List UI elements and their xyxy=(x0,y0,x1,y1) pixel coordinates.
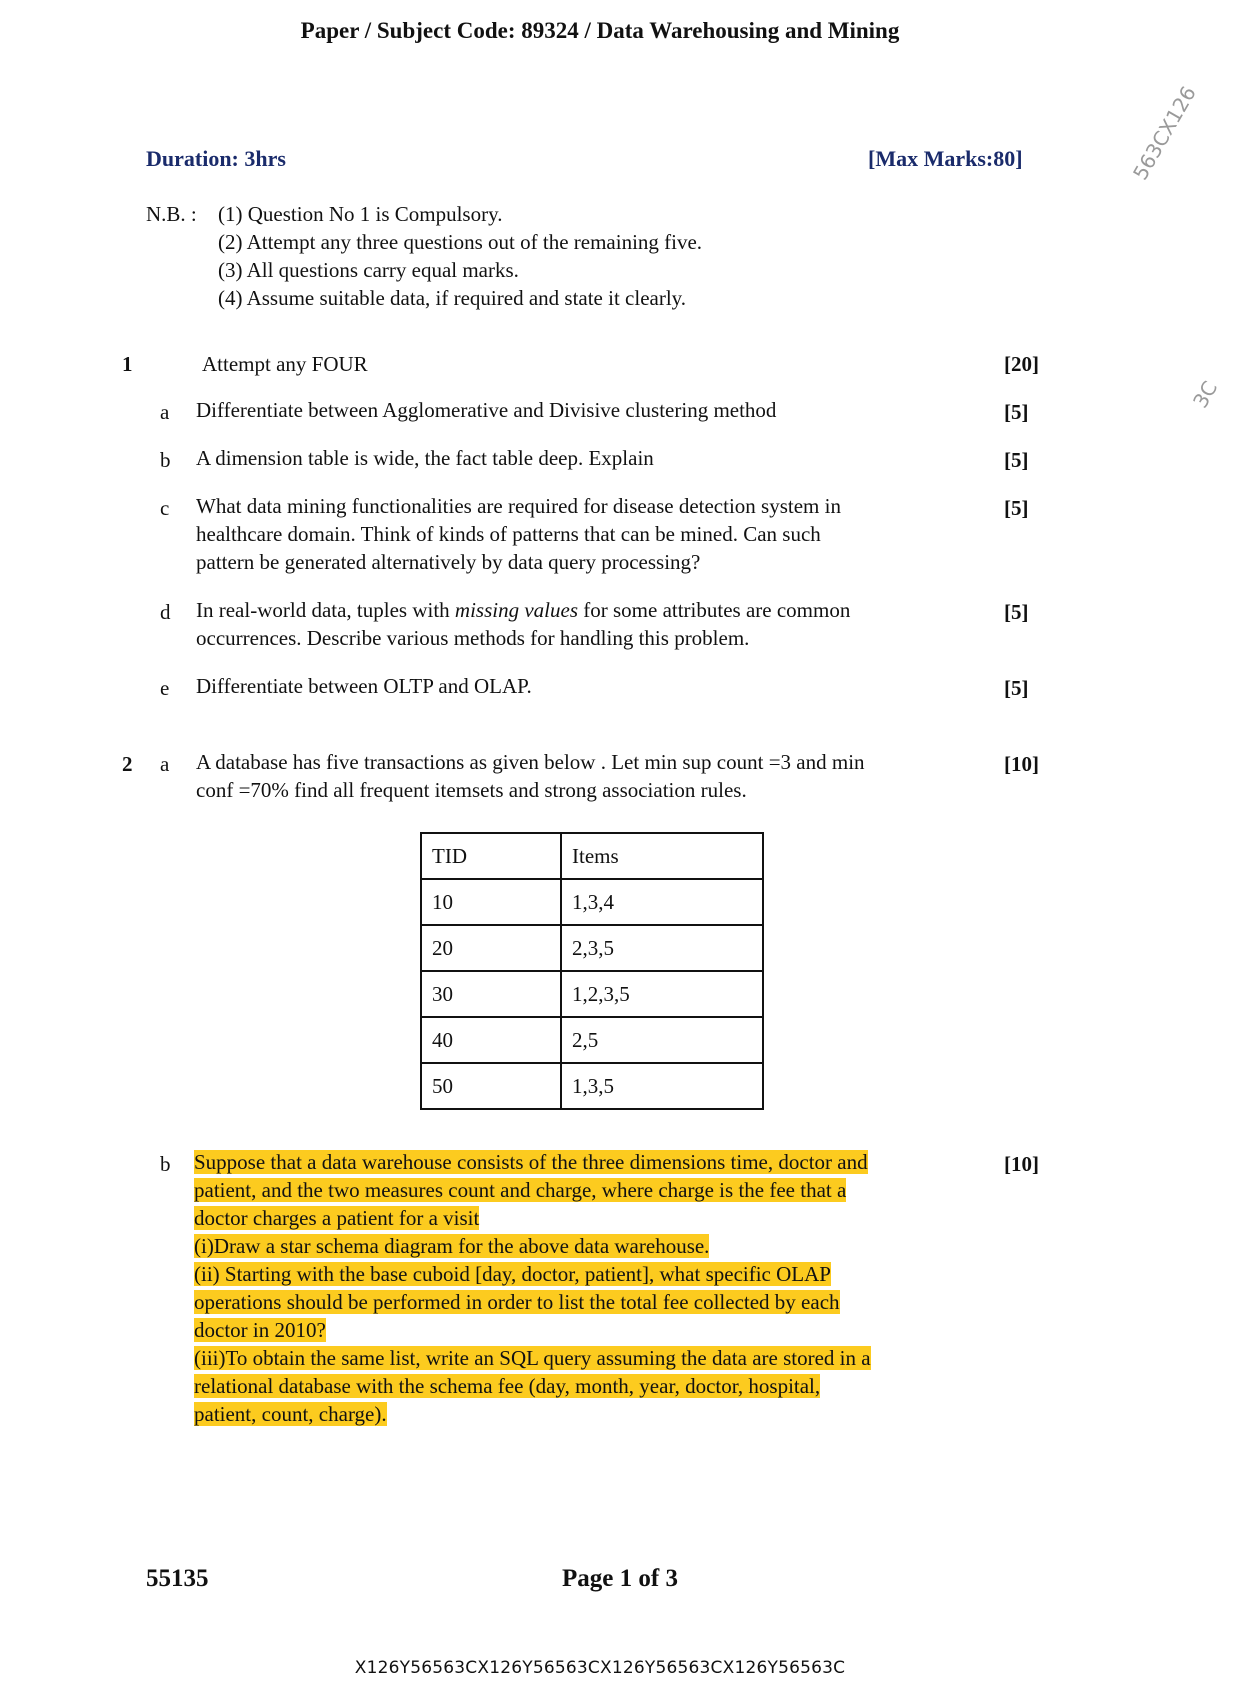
table-row xyxy=(421,1017,763,1063)
transactions-table xyxy=(420,832,764,1110)
question-1d-line-2: occurrences. Describe various methods for handling this problem. xyxy=(196,626,750,650)
question-2a-line-2: conf =70% find all frequent itemsets and strong association rules. xyxy=(196,778,747,802)
question-2b-line-8: (iii)To obtain the same list, write an SQL query assuming the data are stored in a xyxy=(194,1346,871,1370)
page-number: Page 1 of 3 xyxy=(562,1565,678,1592)
table-header-row xyxy=(421,833,763,879)
question-2a-text xyxy=(196,748,865,804)
paper-title: Paper / Subject Code: 89324 / Data Warehousing and Mining xyxy=(300,18,900,43)
question-2b-line-5: (ii) Starting with the base cuboid [day, doctor, patient], what specific OLAP xyxy=(194,1262,831,1286)
table-cell-tid: 20 xyxy=(421,925,561,971)
nb-instruction-1: (1) Question No 1 is Compulsory. xyxy=(218,202,503,226)
table-cell-tid: 10 xyxy=(421,879,561,925)
question-1c-line-2: healthcare domain. Think of kinds of patterns that can be mined. Can such xyxy=(196,522,821,546)
question-1d-pre: In real-world data, tuples with xyxy=(196,598,455,622)
question-1c-letter: c xyxy=(160,496,170,520)
table-cell-items: 1,2,3,5 xyxy=(561,971,763,1017)
question-1e-text: Differentiate between OLTP and OLAP. xyxy=(196,674,532,698)
table-row xyxy=(421,879,763,925)
paper-code: 55135 xyxy=(146,1565,209,1592)
question-2b-line-1: Suppose that a data warehouse consists of the three dimensions time, doctor and xyxy=(194,1150,868,1174)
table-cell-items: 2,3,5 xyxy=(561,925,763,971)
table-cell-tid: 30 xyxy=(421,971,561,1017)
question-2a-marks: [10] xyxy=(1004,752,1039,776)
question-2b-line-10: patient, count, charge). xyxy=(194,1402,387,1426)
question-1b-text: A dimension table is wide, the fact table deep. Explain xyxy=(196,446,654,470)
nb-instruction-3: (3) All questions carry equal marks. xyxy=(218,258,519,282)
question-2b-line-9: relational database with the schema fee (day, month, year, doctor, hospital, xyxy=(194,1374,821,1398)
nb-instruction-4: (4) Assume suitable data, if required and state it clearly. xyxy=(218,286,687,310)
nb-instruction-2: (2) Attempt any three questions out of the remaining five. xyxy=(218,230,703,254)
footer-code-strip: X126Y56563CX126Y56563CX126Y56563CX126Y56563C xyxy=(354,1658,846,1678)
question-1d-text xyxy=(196,596,850,652)
question-1b-marks: [5] xyxy=(1004,448,1029,472)
question-1-marks: [20] xyxy=(1004,352,1039,376)
question-1e-letter: e xyxy=(160,676,170,700)
table-cell-items: 1,3,5 xyxy=(561,1063,763,1109)
question-2b-line-7: doctor in 2010? xyxy=(194,1318,326,1342)
table-cell-tid: 50 xyxy=(421,1063,561,1109)
question-1-instruction: Attempt any FOUR xyxy=(202,352,368,376)
question-1d-marks: [5] xyxy=(1004,600,1029,624)
max-marks-label: [Max Marks:80] xyxy=(868,146,1023,171)
question-1a-letter: a xyxy=(160,400,170,424)
table-cell-items: 1,3,4 xyxy=(561,879,763,925)
question-2b-line-4: (i)Draw a star schema diagram for the above data warehouse. xyxy=(194,1234,710,1258)
question-1c-text xyxy=(196,492,841,576)
question-1d-letter: d xyxy=(160,600,171,624)
table-row xyxy=(421,925,763,971)
table-cell-items: 2,5 xyxy=(561,1017,763,1063)
question-2b-line-6: operations should be performed in order to list the total fee collected by each xyxy=(194,1290,840,1314)
question-2a-letter: a xyxy=(160,752,170,776)
side-watermark-fragment: 3C xyxy=(1188,376,1223,412)
question-2a-line-1: A database has five transactions as given below . Let min sup count =3 and min xyxy=(196,750,865,774)
table-header-tid: TID xyxy=(421,833,561,879)
question-1d-emphasis: missing values xyxy=(454,598,578,622)
table-row xyxy=(421,971,763,1017)
question-2-number: 2 xyxy=(122,752,133,776)
question-1e-marks: [5] xyxy=(1004,676,1029,700)
question-1d-post: for some attributes are common xyxy=(578,598,851,622)
question-1c-line-1: What data mining functionalities are required for disease detection system in xyxy=(196,494,841,518)
question-2b-marks: [10] xyxy=(1004,1152,1039,1176)
question-1a-marks: [5] xyxy=(1004,400,1029,424)
question-1c-line-3: pattern be generated alternatively by data query processing? xyxy=(196,550,701,574)
question-1c-marks: [5] xyxy=(1004,496,1029,520)
question-2b-letter: b xyxy=(160,1152,171,1176)
question-2b-text xyxy=(194,1148,871,1428)
table-row xyxy=(421,1063,763,1109)
question-1b-letter: b xyxy=(160,448,171,472)
table-cell-tid: 40 xyxy=(421,1017,561,1063)
question-2b-line-3: doctor charges a patient for a visit xyxy=(194,1206,480,1230)
question-1a-text: Differentiate between Agglomerative and Divisive clustering method xyxy=(196,398,777,422)
question-1-number: 1 xyxy=(122,352,133,376)
side-watermark-code: 563CX126 xyxy=(1128,81,1201,184)
table-header-items: Items xyxy=(561,833,763,879)
question-2b-line-2: patient, and the two measures count and charge, where charge is the fee that a xyxy=(194,1178,847,1202)
duration-label: Duration: 3hrs xyxy=(146,146,286,171)
nb-label: N.B. : xyxy=(146,202,197,226)
